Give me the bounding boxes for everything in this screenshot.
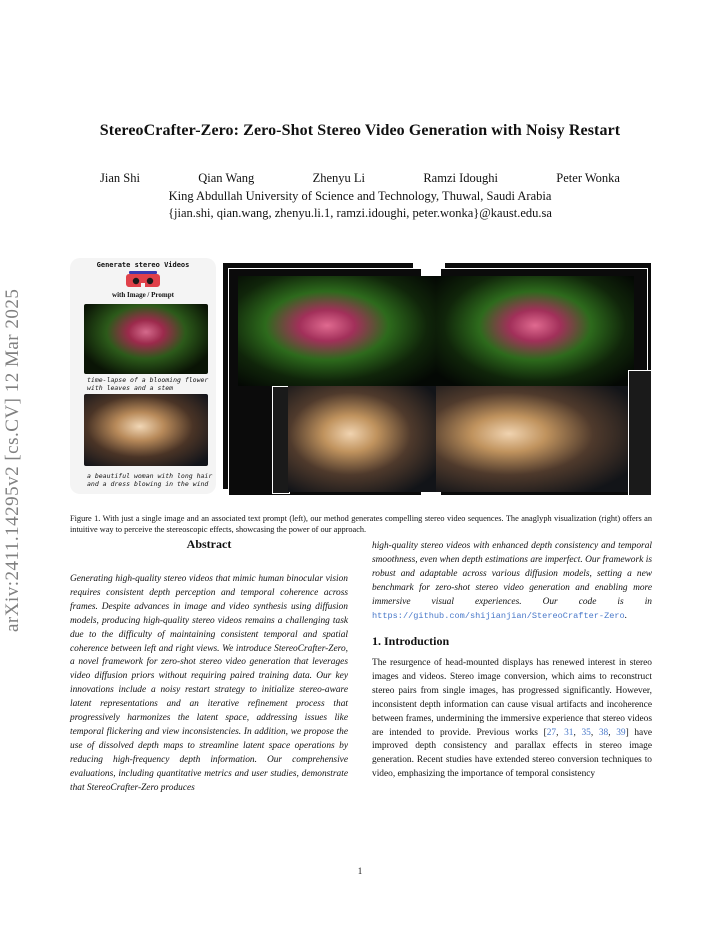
anaglyph-frame-woman xyxy=(436,386,628,492)
affiliation: King Abdullah University of Science and Technology, Thuwal, Saudi Arabia xyxy=(168,189,552,203)
citation-link[interactable]: 27 xyxy=(546,727,557,738)
author: Ramzi Idoughi xyxy=(423,171,498,185)
vr-headset-icon xyxy=(126,271,160,289)
author: Zhenyu Li xyxy=(312,171,366,185)
affiliation-block xyxy=(0,188,720,222)
input-image-woman xyxy=(84,394,208,466)
prompt-caption: a beautiful woman with long hair and a dress blowing in the wind xyxy=(87,472,213,488)
citation-link[interactable]: 35 xyxy=(581,727,591,738)
anaglyph-frame-flower xyxy=(436,276,634,386)
anaglyph-frame-woman xyxy=(288,386,436,492)
author-list xyxy=(100,171,620,186)
intro-body: The resurgence of head-mounted displays has renewed interest in stereo images and videos. Stereo image conversion, which aims to reconstruct stereo pairs from single images, has progressed significantly. However, inconsistent depth information can cause visual artifacts and incoherence between frames, undermining the immersive experience that stereo videos are intended to provide. Previous works [27, 31, 35, 38, 39] have improved depth consistency and parallax effects in stereo image generation. Recent studies have extended stereo conversion techniques to video, emphasizing the importance of temporal consistency xyxy=(372,658,653,780)
input-image-flower xyxy=(84,304,208,374)
arxiv-stamp: arXiv:2411.14295v2 [cs.CV] 12 Mar 2025 xyxy=(2,288,23,632)
abstract-text: . xyxy=(624,610,628,621)
section-heading: 1. Introduction xyxy=(372,634,450,648)
panel-title: Generate stereo Videos xyxy=(96,261,190,269)
figure-caption: Figure 1. With just a single image and an associated text prompt (left), our method generates compelling stereo video sequences. The anaglyph visualization (right) offers an intuitive way to perceive the stereoscopic effects, showcasing the power of our approach. xyxy=(70,514,652,534)
citation-link[interactable]: 39 xyxy=(616,727,626,738)
frame-stack xyxy=(628,370,652,496)
intro-text: The resurgence of head-mounted displays has renewed interest in stereo images and videos. Stereo image conversion, which aims to reconstruct stereo pairs from single images, has progressed significantly. However, inconsistent depth information can cause visual artifacts and incoherence between frames, undermining the immersive experience that stereo videos are intended to provide. Previous works [ xyxy=(372,658,652,738)
paper-title: StereoCrafter-Zero: Zero-Shot Stereo Video Generation with Noisy Restart xyxy=(99,122,621,139)
abstract-continued xyxy=(372,540,652,623)
abstract-heading: Abstract xyxy=(186,537,232,551)
emails: {jian.shi, qian.wang, zhenyu.li.1, ramzi.idoughi, peter.wonka}@kaust.edu.sa xyxy=(168,206,552,220)
page-number: 1 xyxy=(357,866,363,876)
citation-link[interactable]: 38 xyxy=(598,727,609,738)
abstract-body: Generating high-quality stereo videos that mimic human binocular vision requires consistent depth perception and temporal coherence across frames. Despite advances in image and video synthesis using diffusion models, producing high-quality stereo videos remains a challenging task due to the difficulty of maintaining consistent temporal and spatial coherence between left and right views. We introduce StereoCrafter-Zero, a novel framework for zero-shot stereo video generation that leverages video diffusion priors without requiring paired training data. Our key innovations include a noisy restart strategy to initialize stereo-aware latent representations and an iterative refinement process that progressively harmonizes the latent space, addressing issues like temporal flickering and view inconsistencies. In addition, we propose the use of dissolved depth maps to streamline latent space operations by reducing high-frequency depth information. Our comprehensive evaluations, including quantitative metrics and user studies, demonstrate that StereoCrafter-Zero produces xyxy=(70,574,348,793)
author: Jian Shi xyxy=(100,171,140,185)
prompt-caption: time-lapse of a blooming flower with leaves and a stem xyxy=(87,376,209,392)
author: Qian Wang xyxy=(198,171,255,185)
panel-subtitle: with Image / Prompt xyxy=(112,291,174,299)
anaglyph-frame-flower xyxy=(238,276,436,386)
abstract-text: high-quality stereo videos with enhanced depth consistency and temporal smoothness, even when depth estimations are imperfect. Our framework is robust and adaptable across various diffusion models, setting a new benchmark for zero-shot stereo video generation and enabling more immersive visual experiences. Our code is in xyxy=(372,541,652,607)
citation-link[interactable]: 31 xyxy=(564,727,574,738)
intro-text: ] have improved depth consistency and parallax effects in stereo image generation. Recent studies have extended stereo conversion techniques to video, emphasizing the importance of temporal consistency xyxy=(372,727,653,780)
author: Peter Wonka xyxy=(556,171,620,185)
code-link[interactable]: https://github.com/shijianjian/StereoCrafter-Zero xyxy=(372,610,625,621)
